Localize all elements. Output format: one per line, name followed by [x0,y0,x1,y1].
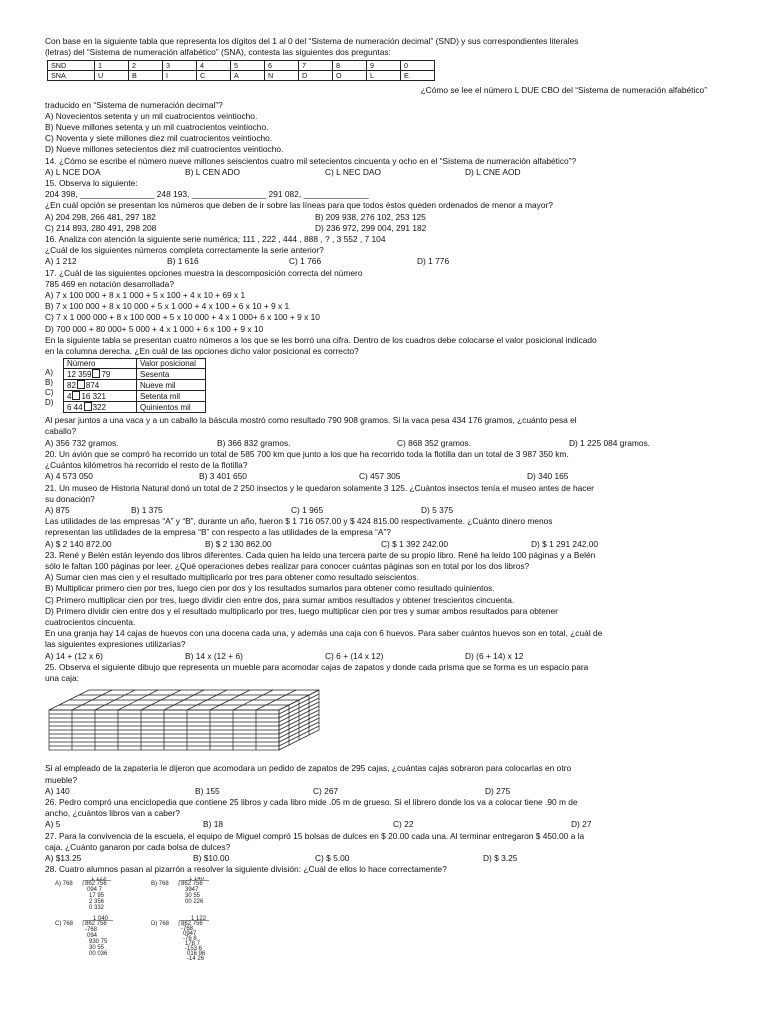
answer-options [45,651,725,662]
question-text: traducido en “Sistema de numeración decimal”? [45,99,223,110]
question-text: Las utilidades de las empresas “A” y “B”, durante un año, fueron $ 1 716 057.00 y $ 424 815.00 respectivamente. ¿Cuánto dinero menos [45,516,553,527]
answer-option: A) 14 + (12 x 6) [45,650,103,661]
question-text: 785 469 en notación desarrollada? [45,278,174,289]
table-cell: Quinientos mil [137,402,206,413]
division-work: 3947 [185,887,199,894]
answer-option: B) $10.00 [193,852,230,863]
division-work: 094 7 [87,887,103,894]
number-right: 16 321 [81,392,106,402]
question-text: 15. Observa lo siguiente: [45,178,138,189]
table-cell: 2 [129,61,163,71]
question-text: ancho, ¿cuántos libros van a caber? [45,808,181,819]
division-label: B) 768 [151,881,169,888]
table-cell: A [231,71,265,81]
question-text: 14. ¿Cómo se escribe el número nueve millones seiscientos cuatro mil setecientos cincuenta y ocho en el “Sistema de numeración alfabético”? [45,155,577,166]
blank-box [77,380,85,389]
answer-option: C) $ 1 392 242.00 [381,538,449,549]
question-text: ¿Cuál de los siguientes números completa correctamente la serie anterior? [45,245,324,256]
question-text: En la siguiente tabla se presentan cuatro números a los que se les borró una cifra. Dentro de los cuadros debe colocarse el valor posicional indicado [45,334,597,345]
table-cell [64,391,137,402]
table-header: Valor posicional [137,359,206,369]
answer-options [45,539,725,550]
table-cell: U [95,71,129,81]
answer-option: D) 5 375 [421,504,454,515]
snd-sna-table [47,60,435,81]
division-label: D) 768 [151,921,170,928]
table-row [64,380,206,391]
answer-option: B) 1 375 [131,504,163,515]
answer-option: A) 1 212 [45,256,77,267]
answer-option: B) L CEN ADO [185,166,241,177]
answer-option: C) 7 x 1 000 000 + 8 x 100 000 + 5 x 10 000 + 4 x 1 000+ 6 x 100 + 9 x 10 [45,312,320,323]
shoe-shelf-drawing [47,688,327,754]
answer-options [45,853,725,864]
division-quotient: 1 123 [91,877,107,883]
table-cell: B [129,71,163,81]
answer-option: C) Primero multiplicar cien por tres, luego dividir cien entre dos, para sumar ambos resultados y obtener trescientos cincuenta. [45,594,515,605]
question-text: Al pesar juntos a una vaca y a un caballo la báscula mostró como resultado 790 908 gramos. Si la vaca pesa 434 176 gramos, ¿cuánto pesa el [45,415,577,426]
answer-option: B) 14 x (12 + 6) [185,650,243,661]
table-cell [64,380,137,391]
table-cell: 5 [231,61,265,71]
blank-box [84,402,92,411]
answer-option: D) $ 1 291 242.00 [531,538,599,549]
question-text: Si al empleado de la zapatería le dijeron que acomodara un pedido de zapatos de 295 cajas, ¿cuántas cajas sobraron para colocarlas en otro [45,763,572,774]
division-work: -768 [181,926,194,933]
table-cell: 0 [401,61,435,71]
table-cell: Nueve mil [137,380,206,391]
answer-options [45,167,725,178]
answer-options [45,438,725,449]
division-work: 30 55 [185,893,201,900]
answer-option: B) Multiplicar primero cien por tres, luego cien por dos y los resultados sumarlos para obtener como resultado quinientos. [45,583,495,594]
answer-options [45,505,725,516]
division-label: A) 768 [55,881,73,888]
option-letter: C) [45,388,54,398]
division-label: C) 768 [55,921,74,928]
table-cell: 1 [95,61,129,71]
answer-option: C) 1 965 [291,504,324,515]
division-quotient: 1 040 [93,916,109,923]
division-work: 0 332 [89,905,105,912]
answer-option: A) 140 [45,785,70,796]
intro-line: Con base en la siguiente tabla que representa los dígitos del 1 al 0 del “Sistema de numeración decimal” (SND) y sus correspondientes literales [45,36,579,46]
document-page [45,36,725,965]
answer-option: B) 366 832 gramos. [217,437,291,448]
question-text: En una granja hay 14 cajas de huevos con una docena cada una, y además una caja con 6 huevos. Para saber cuántos huevos son en total, ¿cuál de [45,628,603,639]
division-dividend: 862 756 [181,881,203,888]
answer-option: A) $13.25 [45,852,82,863]
answer-option: B) 18 [203,819,224,830]
table-cell [64,402,137,413]
division-work: 00 226 [185,899,204,906]
division-b [151,877,209,905]
option-letter: D) [45,398,54,408]
question-text: 20. Un avión que se compró ha recorrido un total de 585 700 km que junto a los que ha recorrido toda la flotilla dan un total de 3 987 350 km. [45,448,569,459]
answer-option: A) 7 x 100 000 + 8 x 1 000 + 5 x 100 + 4 x 10 + 69 x 1 [45,290,246,301]
answer-option: B) $ 2 130 862.00 [205,538,272,549]
answer-option: D) 236 972, 299 004, 291 182 [315,222,427,233]
table-cell: 3 [163,61,197,71]
question-text: 21. Un museo de Historia Natural donó un total de 2 250 insectos y le quedaron solamente 3 125. ¿Cuántos insectos tenía el museo antes de hacer [45,482,594,493]
answer-option: D) 700 000 + 80 000+ 5 000 + 4 x 1 000 + 6 x 100 + 9 x 10 [45,323,264,334]
question-text: mueble? [45,774,78,785]
division-work: 00 036 [89,951,108,958]
table-cell: 9 [367,61,401,71]
intro-line: (letras) del “Sistema de numeración alfabético” (SNA), contesta las siguientes dos preguntas: [45,47,391,58]
blank-box [92,369,100,378]
option-letter: A) [45,368,53,378]
answer-option: A) $ 2 140 872.00 [45,538,112,549]
question-text: las siguientes expresiones utilizarías? [45,639,186,650]
answer-option: A) Sumar cien mas cien y el resultado multiplicarlo por tres para obtener como resultado seiscientos. [45,572,419,583]
division-d [151,916,209,961]
table-cell: SND [48,61,95,71]
table-cell: Setenta mil [137,391,206,402]
table-cell: Sesenta [137,369,206,380]
table-row [64,402,206,413]
division-a [55,877,111,911]
answer-option: C) 267 [313,785,339,796]
table-cell: O [333,71,367,81]
number-right: 322 [92,403,106,413]
division-work: 30 55 [89,945,105,952]
question-text: una caja: [45,672,79,683]
answer-options [45,256,725,267]
division-work: -768 [85,927,98,934]
answer-option: C) Noventa y siete millones diez mil cuatrocientos veintiocho. [45,133,273,144]
division-work: 094 [87,933,98,940]
question-text: representan las utilidades de la empresa “B” con respecto a las utilidades de la empresa “A”? [45,527,391,538]
answer-option: C) $ 5.00 [315,852,350,863]
table-cell: L [367,71,401,81]
division-work: -14 26 [187,956,205,962]
option-letters [45,358,61,413]
question-text: sólo le faltan 100 páginas por leer. ¿Qué operaciones debes realizar para conocer cuántas páginas son en total por los dos libros? [45,560,530,571]
question-text: en la columna derecha. ¿En cuál de las opciones dicho valor posicional es correcto? [45,346,359,357]
table-cell: E [401,71,435,81]
answer-option: A) L NCE DOA [45,166,101,177]
answer-option: C) L NEC DAO [325,166,381,177]
answer-option: B) 209 938, 276 102, 253 125 [315,211,426,222]
question-text: 25. Observa el siguiente dibujo que representa un mueble para acomodar cajas de zapatos y donde cada prisma que se forma es un espacio para [45,661,589,672]
answer-option: B) 155 [195,785,220,796]
answer-option: A) 4 573 050 [45,471,93,482]
division-work: 016 96 [187,951,206,958]
answer-option: B) 3 401 650 [199,471,247,482]
question-text: 26. Pedro compró una enciclopedia que contiene 25 libros y cada libro mide .05 m de grueso. Si el librero donde los va a colocar tiene .90 m de [45,796,578,807]
question-text: 27. Para la convivencia de la escuela, el equipo de Miguel compró 15 bolsas de dulces en $ 20.00 cada una. Al terminar entregaron $ 450.00 a la [45,830,585,841]
question-text: caballo? [45,426,77,437]
division-quotient: 1 140 [189,877,205,883]
option-letter: B) [45,378,53,388]
sna-row [48,71,435,81]
answer-option: C) 6 + (14 x 12) [325,650,384,661]
division-quotient: 1 122 [191,916,207,923]
division-dividend: 862 756 [181,921,203,928]
division-c [55,916,113,957]
table-cell: 7 [299,61,333,71]
table-cell: 4 [197,61,231,71]
question-text: 23. René y Belén están leyendo dos libros diferentes. Cada quien ha leído una tercera parte de su propio libro. René ha leído 100 páginas y a Belén [45,549,596,560]
answer-option: A) 875 [45,504,70,515]
question-text: ¿En cuál opción se presentan los números que deben de ir sobre las líneas para que todos éstos queden ordenados de menor a mayor? [45,200,553,211]
answer-options [45,212,725,223]
division-work: 930 75 [89,939,108,946]
answer-option: A) Novecientos setenta y un mil cuatrocientos veintiocho. [45,110,258,121]
number-left: 82 [67,381,76,391]
answer-option: cuatrocientos cincuenta. [45,616,136,627]
division-work: 0947 [183,931,197,938]
question-text: ¿Cuántos kilómetros ha recorrido el resto de la flotilla? [45,460,248,471]
table-header: Número [64,359,137,369]
division-figure [51,877,725,964]
answer-option: B) Nueve millones setenta y un mil cuatrocientos veintiocho. [45,122,269,133]
answer-option: D) Primero dividir cien entre dos y el resultado multiplicarlo por tres, luego multiplicar cien por tres y sumar ambos resultados para obtener [45,605,558,616]
question-text: caja. ¿Cuánto ganaron por cada bolsa de dulces? [45,841,231,852]
table-cell: 6 [265,61,299,71]
answer-option: D) 1 776 [417,256,450,267]
answer-option: D) 340 165 [527,471,569,482]
answer-option: D) 27 [571,819,592,830]
answer-option: D) (6 + 14) x 12 [465,650,524,661]
answer-option: B) 1 616 [167,256,199,267]
table-cell [64,369,137,380]
table-cell: I [163,71,197,81]
table-row [64,369,206,380]
question-text: su donación? [45,493,95,504]
question-text: 16. Analiza con atención la siguiente serie numérica; 111 , 222 , 444 , 888 , ? , 3 552 , 7 104 [45,234,386,245]
number-right: 874 [85,381,100,391]
division-work: -153 6 [185,946,203,953]
place-value-table [63,358,206,413]
answer-options [45,786,725,797]
answer-option: A) 356 732 gramos. [45,437,119,448]
division-work: 17 95 [89,893,105,900]
table-header-row [64,359,206,369]
division-dividend: 862 756 [85,921,107,928]
question-text: 17. ¿Cuál de las siguientes opciones muestra la descomposición correcta del número [45,267,363,278]
division-work: 2 356 [89,899,105,906]
shoe-shelf-figure [47,688,725,757]
answer-option: C) 1 766 [289,256,322,267]
table-cell: SNA [48,71,95,81]
answer-option: D) $ 3.25 [483,852,518,863]
answer-option: D) 1 225 084 gramos. [569,437,651,448]
division-dividend: 862 756 [85,881,107,888]
table-cell: N [265,71,299,81]
answer-option: D) 275 [485,785,511,796]
question-text: ¿Cómo se lee el número L DUE CBO del “Sistema de numeración alfabético” [420,85,707,96]
table-cell: D [299,71,333,81]
number-sequence: 204 398, ________________ 248 193, ________________ 291 082, ______________ [45,189,369,200]
table-cell: C [197,71,231,81]
answer-option: D) Nueve millones setecientos diez mil cuatrocientos veintiocho. [45,144,284,155]
number-right: 79 [101,370,111,380]
answer-option: A) 5 [45,819,61,830]
answer-option: B) 7 x 100 000 + 8 x 10 000 + 5 x 1 000 + 4 x 100 + 6 x 10 + 9 x 1 [45,301,290,312]
answer-option: C) 22 [393,819,414,830]
answer-options [45,223,725,234]
number-left: 6 44 [67,403,83,413]
answer-option: C) 868 352 gramos. [397,437,472,448]
table-row [64,391,206,402]
table-cell: 8 [333,61,367,71]
answer-options [45,819,725,830]
question-text: 28. Cuatro alumnos pasan al pizarrón a resolver la siguiente división: ¿Cuál de ellos lo hace correctamente? [45,864,447,875]
answer-option: D) L CNE AOD [465,166,521,177]
answer-option: C) 457 305 [359,471,401,482]
answer-option: C) 214 893, 280 491, 298 208 [45,222,157,233]
place-value-figure [45,358,725,413]
answer-option: A) 204 298, 266 481, 297 182 [45,211,156,222]
answer-options [45,471,725,482]
division-work: 178 7 [185,941,201,948]
snd-row [48,61,435,71]
division-work: -76 8 [183,936,197,943]
blank-box [72,391,80,400]
division-drawing [51,877,281,961]
number-left: 12 359 [67,370,92,380]
number-left: 4 [67,392,72,402]
